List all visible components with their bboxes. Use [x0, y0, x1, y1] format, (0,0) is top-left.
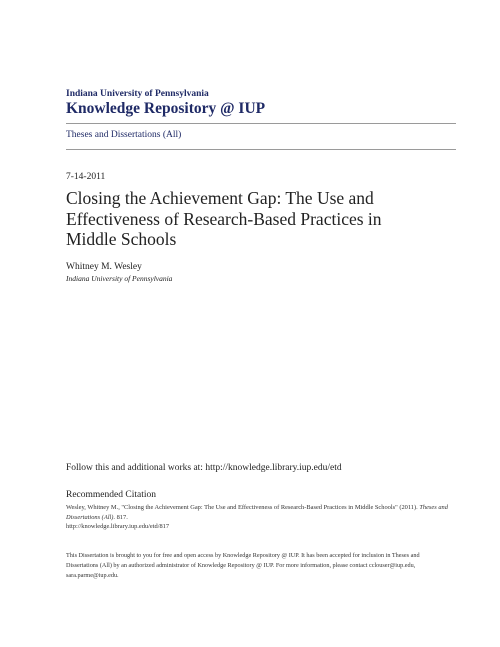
follow-link[interactable]: http://knowledge.library.iup.edu/etd	[205, 463, 342, 473]
author-affiliation: Indiana University of Pennsylvania	[66, 274, 173, 283]
citation-text	[66, 503, 450, 532]
series-divider	[66, 149, 456, 150]
institution-name[interactable]: Indiana University of Pennsylvania	[66, 89, 209, 99]
citation-part2: . 817.	[113, 513, 128, 521]
citation-url[interactable]: http://knowledge.library.iup.edu/etd/817	[66, 523, 170, 530]
follow-text: Follow this and additional works at:	[66, 463, 206, 473]
repository-name[interactable]: Knowledge Repository @ IUP	[66, 100, 266, 117]
citation-journal: Theses and Dissertations (All)	[66, 504, 448, 521]
access-notice: This Dissertation is brought to you for free and open access by Knowledge Repository @ IUP. It has been accepted for inclusion in Theses and Dissertations (All) by an authorized administrator of Knowledge Repository @ IUP. For more information, please contact cclouser@iup.edu, sara.parme@iup.edu.	[66, 552, 420, 579]
author-name: Whitney M. Wesley	[66, 262, 142, 272]
header-divider	[66, 123, 456, 124]
follow-line	[66, 463, 342, 473]
publication-date: 7-14-2011	[66, 172, 106, 182]
document-title: Closing the Achievement Gap: The Use and Effectiveness of Research-Based Practices in Middle Schools	[66, 188, 382, 249]
citation-part1: Wesley, Whitney M., "Closing the Achievement Gap: The Use and Effectiveness of Research-Based Practices in Middle Schools" (2011).	[66, 504, 420, 511]
series-link[interactable]: Theses and Dissertations (All)	[66, 130, 182, 140]
citation-heading: Recommended Citation	[66, 490, 156, 500]
